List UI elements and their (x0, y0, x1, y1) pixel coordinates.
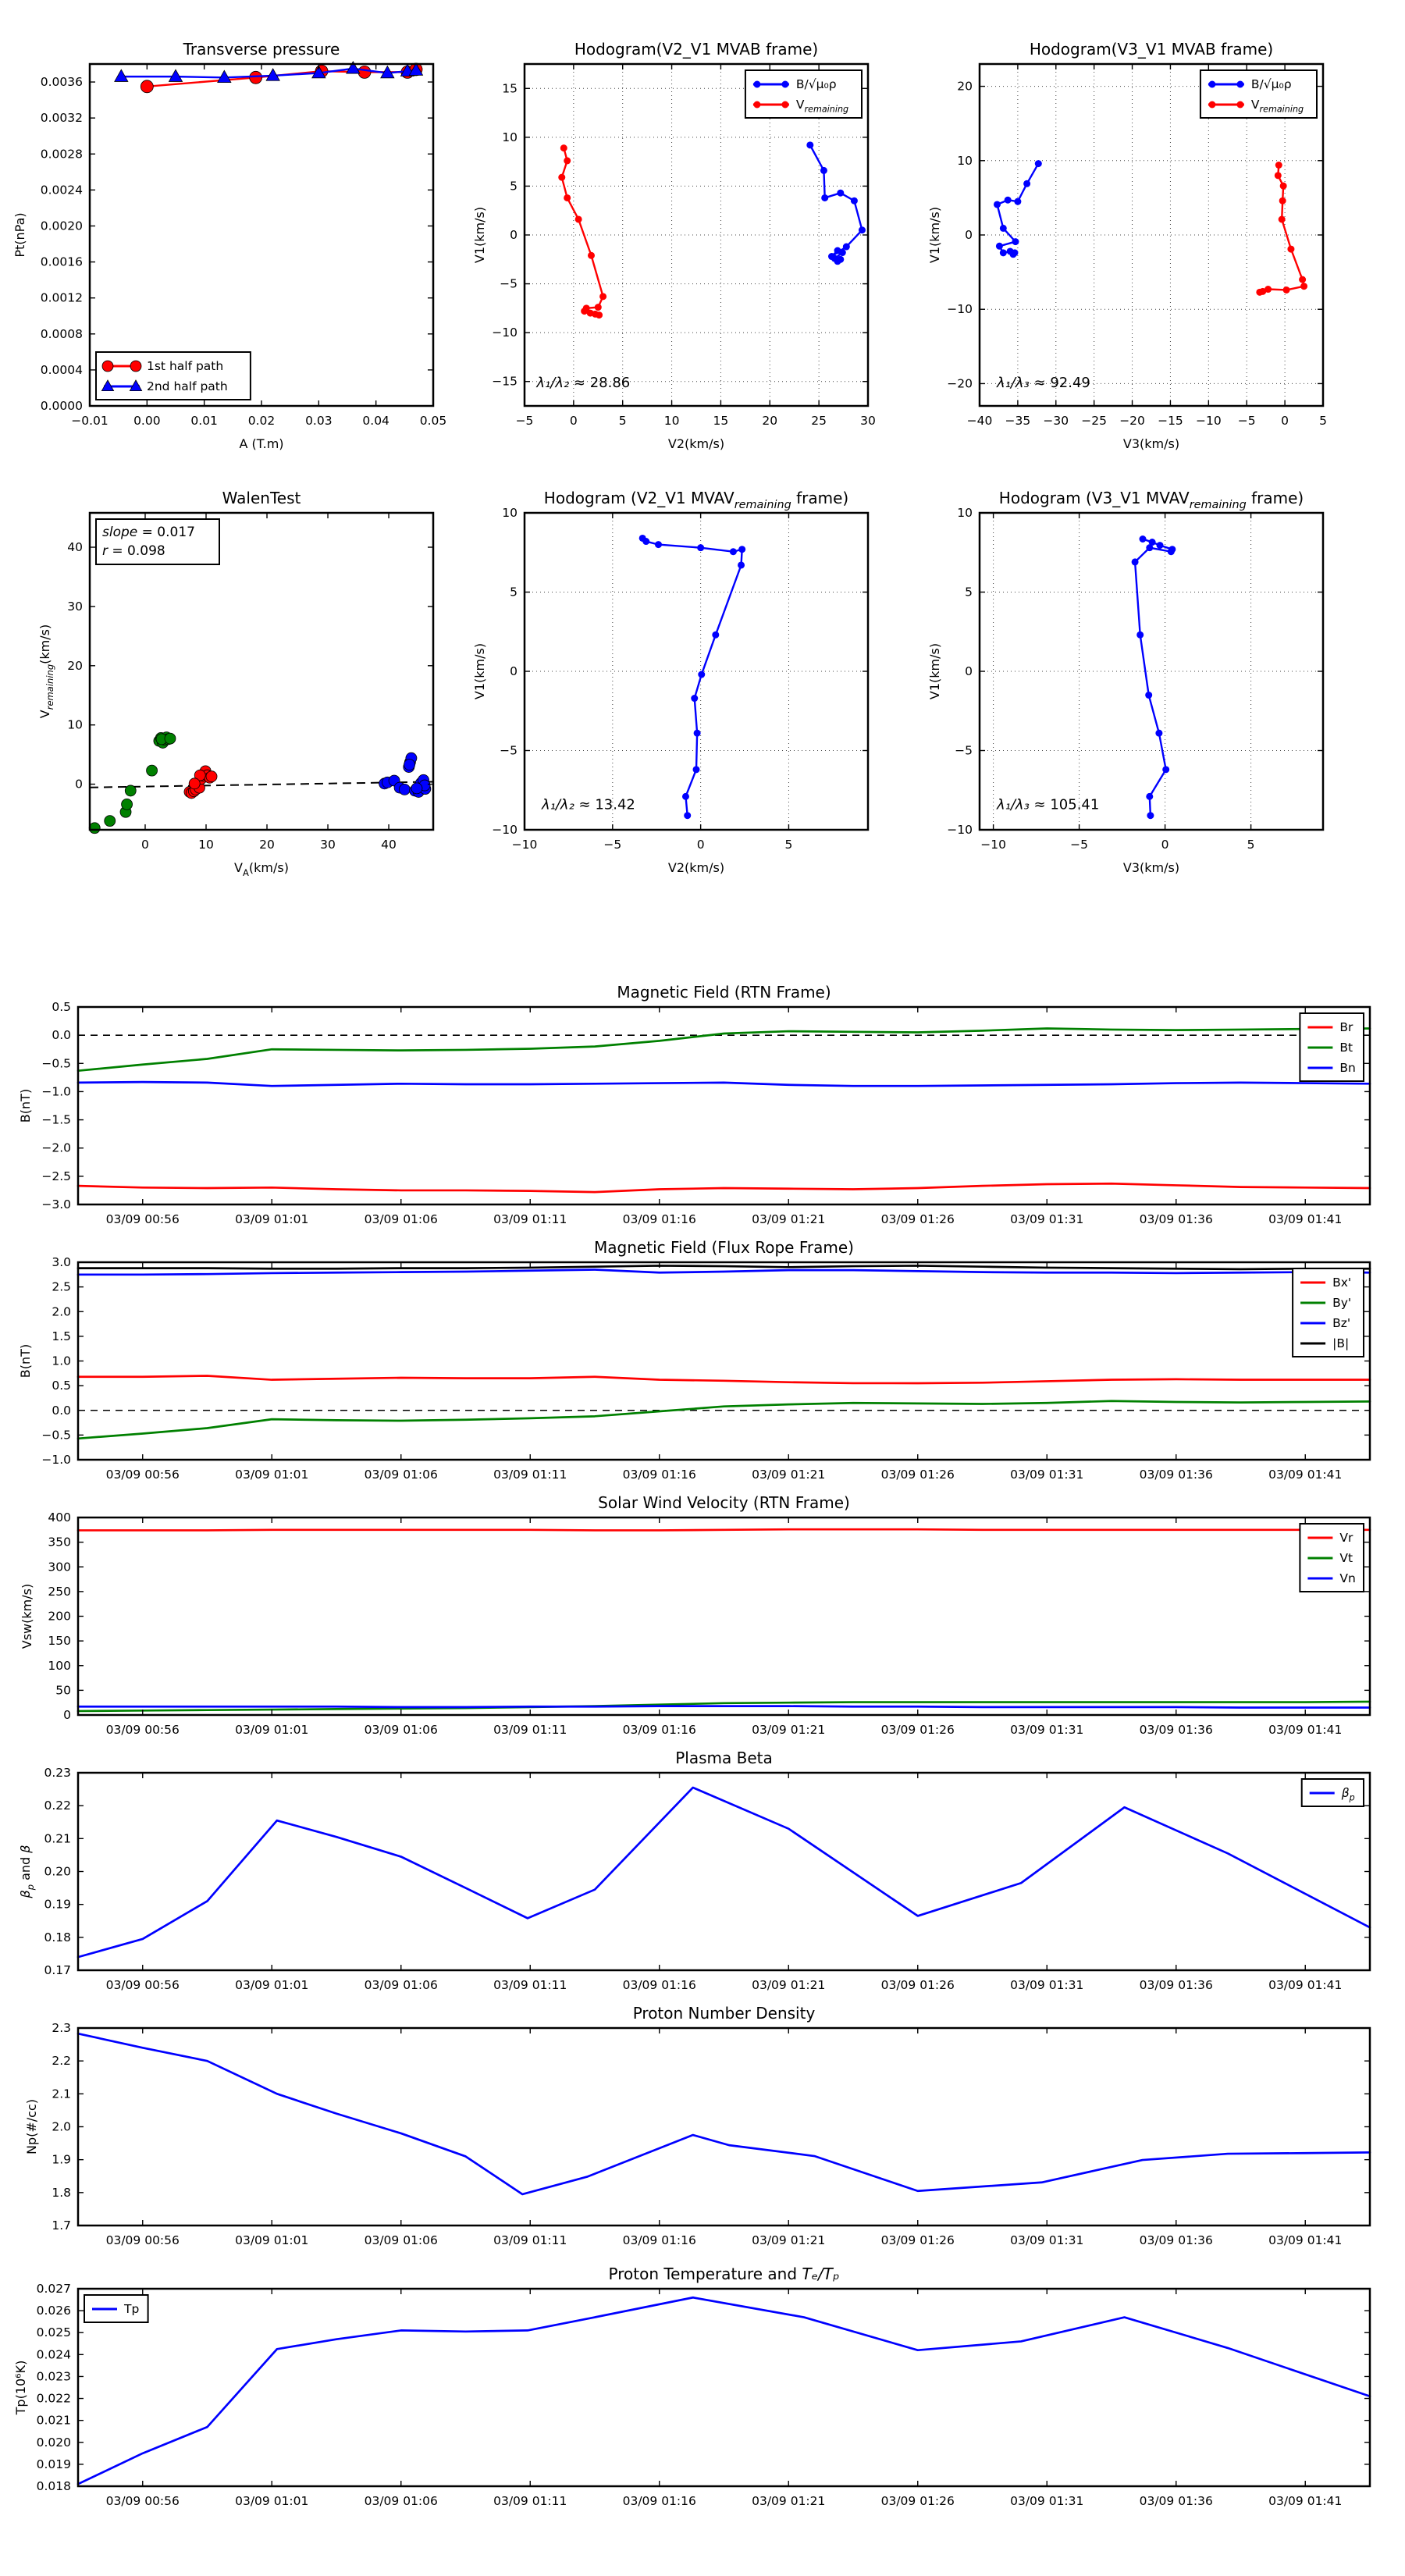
svg-text:03/09 01:36: 03/09 01:36 (1139, 1723, 1213, 1737)
svg-text:0.5: 0.5 (52, 1379, 71, 1393)
svg-text:03/09 01:36: 03/09 01:36 (1139, 2233, 1213, 2247)
chart-p2 (472, 40, 876, 451)
svg-text:03/09 01:06: 03/09 01:06 (364, 2233, 438, 2247)
svg-text:−20: −20 (1119, 414, 1145, 428)
svg-text:03/09 01:26: 03/09 01:26 (880, 1468, 955, 1482)
svg-text:03/09 01:41: 03/09 01:41 (1268, 2494, 1343, 2508)
svg-text:40: 40 (67, 540, 83, 555)
svg-text:03/09 01:06: 03/09 01:06 (364, 1978, 438, 1992)
svg-text:30: 30 (320, 838, 336, 852)
svg-text:0: 0 (696, 838, 705, 852)
svg-text:2.3: 2.3 (52, 2021, 71, 2035)
svg-text:−1.5: −1.5 (41, 1112, 71, 1127)
svg-text:Vn: Vn (1339, 1571, 1356, 1585)
svg-text:Plasma Beta: Plasma Beta (675, 1749, 773, 1767)
svg-text:15: 15 (713, 414, 729, 428)
svg-text:03/09 01:01: 03/09 01:01 (235, 2494, 309, 2508)
svg-text:−3.0: −3.0 (41, 1197, 71, 1212)
svg-text:−1.0: −1.0 (41, 1453, 71, 1467)
svg-text:Tp: Tp (124, 2302, 140, 2316)
svg-text:Vsw(km/s): Vsw(km/s) (20, 1583, 34, 1649)
svg-text:03/09 01:16: 03/09 01:16 (622, 2494, 696, 2508)
svg-text:03/09 01:41: 03/09 01:41 (1268, 1468, 1343, 1482)
svg-text:0: 0 (569, 414, 578, 428)
svg-text:0: 0 (965, 664, 973, 678)
chart-tp (13, 2265, 1370, 2508)
svg-text:2.0: 2.0 (52, 1304, 71, 1319)
svg-text:Vremaining: $V_{remaining}$ (1250, 98, 1304, 115)
svg-text:0.04: 0.04 (362, 414, 389, 428)
svg-text:0.20: 0.20 (44, 1864, 71, 1879)
svg-text:03/09 01:01: 03/09 01:01 (235, 1723, 309, 1737)
svg-text:−25: −25 (1081, 414, 1108, 428)
svg-text:03/09 01:16: 03/09 01:16 (622, 1723, 696, 1737)
svg-text:Hodogram(V2_V1 MVAB frame): Hodogram(V2_V1 MVAB frame) (574, 40, 819, 59)
svg-text:Proton Temperature and Tₑ/Tₚ: Proton Temperature and Tₑ/Tₚ (608, 2265, 840, 2283)
svg-text:03/09 01:36: 03/09 01:36 (1139, 1468, 1213, 1482)
svg-text:0.17: 0.17 (44, 1963, 71, 1977)
svg-text:0.021: 0.021 (36, 2413, 71, 2428)
svg-text:3.0: 3.0 (52, 1255, 71, 1269)
svg-text:By': By' (1332, 1296, 1352, 1310)
svg-text:0: 0 (1161, 838, 1169, 852)
svg-text:B(nT): B(nT) (18, 1343, 33, 1379)
svg-text:03/09 00:56: 03/09 00:56 (105, 2233, 180, 2247)
svg-text:03/09 01:11: 03/09 01:11 (493, 2494, 567, 2508)
svg-text:03/09 01:16: 03/09 01:16 (622, 1212, 696, 1226)
svg-text:−5: −5 (500, 276, 518, 291)
svg-text:−15: −15 (492, 374, 518, 389)
svg-text:0.025: 0.025 (36, 2325, 71, 2340)
svg-text:−0.01: −0.01 (71, 414, 108, 428)
svg-text:0.21: 0.21 (44, 1831, 71, 1846)
svg-text:10: 10 (663, 414, 680, 428)
svg-text:V3(km/s): V3(km/s) (1122, 860, 1180, 875)
svg-text:03/09 01:21: 03/09 01:21 (752, 1978, 826, 1992)
svg-text:Br: Br (1339, 1020, 1353, 1034)
svg-text:0.05: 0.05 (419, 414, 447, 428)
svg-text:1.8: 1.8 (52, 2185, 71, 2200)
svg-text:V1(km/s): V1(km/s) (927, 642, 942, 700)
svg-text:03/09 01:16: 03/09 01:16 (622, 1978, 696, 1992)
svg-text:0: 0 (965, 228, 973, 242)
svg-text:slope = 0.017: slope = 0.017 (102, 525, 195, 540)
svg-text:2.0: 2.0 (52, 2119, 71, 2134)
svg-text:Pt(nPa): Pt(nPa) (12, 212, 27, 258)
svg-text:20: 20 (67, 658, 83, 673)
svg-text:03/09 01:36: 03/09 01:36 (1139, 1978, 1213, 1992)
svg-text:A (T.m): A (T.m) (239, 436, 284, 451)
svg-text:0.0024: 0.0024 (40, 183, 83, 197)
svg-text:0: 0 (75, 777, 83, 792)
svg-text:0: 0 (63, 1708, 71, 1722)
svg-text:5: 5 (618, 414, 627, 428)
svg-text:Vr: Vr (1339, 1531, 1353, 1545)
svg-text:03/09 00:56: 03/09 00:56 (105, 1212, 180, 1226)
svg-text:0.0036: 0.0036 (40, 75, 83, 90)
svg-text:−5: −5 (1070, 838, 1089, 852)
svg-text:03/09 01:21: 03/09 01:21 (752, 2233, 826, 2247)
svg-text:400: 400 (48, 1510, 71, 1525)
svg-text:Hodogram (V2_V1 MVAVremaining: Hodogram (V2_V1 $MVAV_{remaining}$ frame) (543, 489, 849, 511)
svg-text:0.020: 0.020 (36, 2435, 71, 2450)
svg-text:−5: −5 (955, 743, 973, 758)
svg-text:0.22: 0.22 (44, 1799, 71, 1813)
svg-text:0.01: 0.01 (190, 414, 218, 428)
svg-text:2.5: 2.5 (52, 1279, 71, 1294)
chart-p3 (927, 40, 1327, 451)
svg-text:03/09 01:01: 03/09 01:01 (235, 1978, 309, 1992)
svg-text:03/09 01:01: 03/09 01:01 (235, 1212, 309, 1226)
svg-text:βp: $\beta_p$ (1341, 1786, 1355, 1803)
svg-text:03/09 01:26: 03/09 01:26 (880, 1212, 955, 1226)
svg-text:−5: −5 (500, 743, 518, 758)
svg-text:1.7: 1.7 (52, 2218, 71, 2233)
svg-text:Magnetic Field (RTN Frame): Magnetic Field (RTN Frame) (617, 983, 831, 1002)
svg-text:0.0012: 0.0012 (40, 290, 83, 305)
svg-text:Transverse pressure: Transverse pressure (183, 40, 340, 59)
svg-text:03/09 01:11: 03/09 01:11 (493, 1468, 567, 1482)
svg-text:03/09 01:21: 03/09 01:21 (752, 1723, 826, 1737)
svg-text:03/09 01:41: 03/09 01:41 (1268, 2233, 1343, 2247)
svg-text:0.022: 0.022 (36, 2391, 71, 2406)
svg-text:0: 0 (510, 664, 518, 678)
svg-text:50: 50 (55, 1683, 71, 1698)
svg-text:0.026: 0.026 (36, 2304, 71, 2318)
svg-text:10: 10 (957, 153, 973, 168)
svg-text:0.02: 0.02 (247, 414, 276, 428)
svg-text:Bt: Bt (1339, 1041, 1353, 1055)
svg-text:1.0: 1.0 (52, 1354, 71, 1368)
svg-text:Hodogram(V3_V1 MVAB frame): Hodogram(V3_V1 MVAB frame) (1029, 40, 1274, 59)
svg-text:−15: −15 (1158, 414, 1183, 428)
svg-text:03/09 01:31: 03/09 01:31 (1010, 1212, 1084, 1226)
svg-text:−2.0: −2.0 (41, 1140, 71, 1155)
svg-text:10: 10 (957, 506, 973, 520)
svg-text:−10: −10 (492, 823, 518, 837)
svg-text:0.023: 0.023 (36, 2369, 71, 2384)
svg-text:0.0020: 0.0020 (40, 219, 83, 233)
chart-rtn (18, 983, 1370, 1226)
svg-text:Bn: Bn (1339, 1061, 1356, 1075)
svg-text:0.23: 0.23 (44, 1766, 71, 1780)
svg-text:10: 10 (67, 717, 83, 732)
svg-text:−20: −20 (947, 376, 973, 391)
svg-text:03/09 01:11: 03/09 01:11 (493, 1723, 567, 1737)
svg-text:350: 350 (48, 1535, 71, 1550)
svg-text:0.00: 0.00 (133, 414, 161, 428)
svg-text:03/09 01:21: 03/09 01:21 (752, 1212, 826, 1226)
svg-text:0.18: 0.18 (44, 1930, 71, 1944)
svg-text:−5: −5 (1237, 414, 1256, 428)
svg-text:03/09 01:11: 03/09 01:11 (493, 1212, 567, 1226)
svg-text:0.0000: 0.0000 (40, 399, 83, 413)
svg-text:V2(km/s): V2(km/s) (667, 436, 725, 451)
svg-text:5: 5 (1247, 838, 1255, 852)
svg-text:03/09 01:36: 03/09 01:36 (1139, 2494, 1213, 2508)
svg-text:Magnetic Field (Flux Rope Fram: Magnetic Field (Flux Rope Frame) (594, 1238, 854, 1257)
svg-text:0.0032: 0.0032 (40, 111, 83, 126)
svg-text:Tp(10⁶K): Tp(10⁶K) (13, 2360, 28, 2415)
svg-text:B(nT): B(nT) (18, 1088, 33, 1123)
svg-text:0.018: 0.018 (36, 2479, 71, 2493)
svg-text:−35: −35 (1005, 414, 1031, 428)
svg-text:03/09 01:31: 03/09 01:31 (1010, 1978, 1084, 1992)
svg-text:2.2: 2.2 (52, 2054, 71, 2069)
svg-text:0.0028: 0.0028 (40, 147, 83, 162)
svg-text:03/09 01:11: 03/09 01:11 (493, 1978, 567, 1992)
svg-text:0.024: 0.024 (36, 2347, 71, 2362)
svg-text:03/09 00:56: 03/09 00:56 (105, 2494, 180, 2508)
chart-p6 (927, 489, 1323, 875)
svg-text:−5: −5 (603, 838, 622, 852)
svg-text:λ₁/λ₃ ≈ 105.41: λ₁/λ₃ ≈ 105.41 (997, 796, 1100, 813)
svg-text:Proton Number Density: Proton Number Density (632, 2004, 816, 2023)
svg-text:VA(km/s): $V_A(km/s)$ (234, 860, 289, 878)
svg-text:150: 150 (48, 1634, 71, 1649)
svg-text:200: 200 (48, 1609, 71, 1624)
svg-text:βp and β: $\beta_p$ and β (18, 1845, 36, 1898)
svg-text:2nd half path: 2nd half path (147, 379, 228, 393)
svg-text:40: 40 (381, 838, 397, 852)
svg-text:|B|: |B| (1332, 1336, 1350, 1350)
svg-text:2.1: 2.1 (52, 2087, 71, 2101)
svg-text:Np(#/cc): Np(#/cc) (24, 2099, 39, 2154)
svg-text:03/09 01:16: 03/09 01:16 (622, 2233, 696, 2247)
svg-text:03/09 01:11: 03/09 01:11 (493, 2233, 567, 2247)
svg-text:30: 30 (67, 599, 83, 614)
svg-text:Hodogram (V3_V1 MVAVremaining: Hodogram (V3_V1 $MVAV_{remaining}$ frame) (998, 489, 1304, 511)
svg-text:Solar Wind Velocity (RTN Frame: Solar Wind Velocity (RTN Frame) (598, 1493, 850, 1512)
svg-text:0.027: 0.027 (36, 2282, 71, 2296)
svg-text:03/09 01:41: 03/09 01:41 (1268, 1212, 1343, 1226)
chart-beta (18, 1749, 1370, 1992)
svg-text:5: 5 (965, 585, 973, 600)
svg-text:03/09 01:31: 03/09 01:31 (1010, 1468, 1084, 1482)
svg-text:03/09 01:31: 03/09 01:31 (1010, 2233, 1084, 2247)
svg-text:V1(km/s): V1(km/s) (927, 206, 942, 264)
svg-text:−0.5: −0.5 (41, 1428, 71, 1443)
svg-text:0.0008: 0.0008 (40, 326, 83, 341)
svg-text:V2(km/s): V2(km/s) (667, 860, 725, 875)
svg-text:20: 20 (957, 79, 973, 94)
svg-text:λ₁/λ₃ ≈ 92.49: λ₁/λ₃ ≈ 92.49 (997, 374, 1090, 391)
svg-text:250: 250 (48, 1584, 71, 1599)
svg-text:0.019: 0.019 (36, 2457, 71, 2471)
svg-text:03/09 01:36: 03/09 01:36 (1139, 1212, 1213, 1226)
svg-text:Bx': Bx' (1332, 1276, 1352, 1290)
svg-text:03/09 00:56: 03/09 00:56 (105, 1978, 180, 1992)
svg-text:03/09 01:21: 03/09 01:21 (752, 1468, 826, 1482)
svg-text:03/09 01:26: 03/09 01:26 (880, 1723, 955, 1737)
svg-text:20: 20 (762, 414, 778, 428)
chart-p5 (472, 489, 868, 875)
svg-text:100: 100 (48, 1658, 71, 1673)
svg-text:−10: −10 (980, 838, 1006, 852)
chart-np (24, 2004, 1370, 2247)
svg-text:03/09 01:41: 03/09 01:41 (1268, 1978, 1343, 1992)
chart-p1 (12, 40, 446, 451)
svg-text:03/09 01:31: 03/09 01:31 (1010, 2494, 1084, 2508)
svg-text:10: 10 (502, 130, 518, 144)
svg-text:0.0: 0.0 (52, 1403, 71, 1418)
svg-text:03/09 01:16: 03/09 01:16 (622, 1468, 696, 1482)
svg-text:λ₁/λ₂ ≈ 13.42: λ₁/λ₂ ≈ 13.42 (542, 796, 635, 813)
svg-text:−10: −10 (947, 823, 973, 837)
svg-text:−40: −40 (966, 414, 993, 428)
svg-text:03/09 00:56: 03/09 00:56 (105, 1723, 180, 1737)
svg-text:Vt: Vt (1339, 1551, 1353, 1565)
svg-text:0.03: 0.03 (305, 414, 333, 428)
svg-text:5: 5 (510, 585, 518, 600)
svg-text:0.19: 0.19 (44, 1897, 71, 1912)
svg-text:03/09 01:31: 03/09 01:31 (1010, 1723, 1084, 1737)
svg-text:0: 0 (141, 838, 149, 852)
svg-text:V1(km/s): V1(km/s) (472, 642, 487, 700)
svg-text:Vremaining: $V_{remaining}$ (795, 98, 849, 115)
svg-text:−10: −10 (947, 302, 973, 317)
svg-text:03/09 01:01: 03/09 01:01 (235, 2233, 309, 2247)
svg-text:5: 5 (510, 179, 518, 194)
svg-text:03/09 01:26: 03/09 01:26 (880, 2494, 955, 2508)
svg-text:0: 0 (510, 228, 518, 242)
svg-text:−30: −30 (1043, 414, 1069, 428)
svg-text:1.5: 1.5 (52, 1329, 71, 1343)
svg-text:Bz': Bz' (1332, 1316, 1351, 1330)
svg-text:−10: −10 (511, 838, 538, 852)
svg-text:−5: −5 (515, 414, 534, 428)
svg-text:5: 5 (1319, 414, 1327, 428)
svg-text:03/09 01:21: 03/09 01:21 (752, 2494, 826, 2508)
svg-text:WalenTest: WalenTest (222, 489, 301, 507)
svg-text:0.0004: 0.0004 (40, 362, 83, 377)
svg-text:03/09 01:26: 03/09 01:26 (880, 2233, 955, 2247)
svg-text:30: 30 (860, 414, 876, 428)
svg-text:r = 0.098: r = 0.098 (102, 543, 165, 559)
svg-text:03/09 01:26: 03/09 01:26 (880, 1978, 955, 1992)
svg-text:−0.5: −0.5 (41, 1056, 71, 1071)
svg-text:B/√μ₀ρ: B/√μ₀ρ (1250, 77, 1292, 91)
svg-text:10: 10 (502, 506, 518, 520)
svg-text:0: 0 (1281, 414, 1289, 428)
svg-text:03/09 01:06: 03/09 01:06 (364, 1212, 438, 1226)
svg-text:1.9: 1.9 (52, 2152, 71, 2167)
svg-text:20: 20 (259, 838, 275, 852)
svg-text:03/09 01:06: 03/09 01:06 (364, 2494, 438, 2508)
svg-text:−2.5: −2.5 (41, 1169, 71, 1183)
svg-text:03/09 01:06: 03/09 01:06 (364, 1468, 438, 1482)
chart-vel (20, 1493, 1370, 1737)
svg-text:λ₁/λ₂ ≈ 28.86: λ₁/λ₂ ≈ 28.86 (536, 374, 631, 391)
svg-text:10: 10 (198, 838, 214, 852)
svg-text:0.5: 0.5 (52, 1000, 71, 1014)
svg-text:V3(km/s): V3(km/s) (1122, 436, 1180, 451)
svg-text:03/09 01:41: 03/09 01:41 (1268, 1723, 1343, 1737)
svg-text:B/√μ₀ρ: B/√μ₀ρ (795, 77, 837, 91)
svg-text:15: 15 (502, 81, 518, 96)
svg-text:03/09 01:01: 03/09 01:01 (235, 1468, 309, 1482)
svg-text:03/09 00:56: 03/09 00:56 (105, 1468, 180, 1482)
svg-text:0.0: 0.0 (52, 1028, 71, 1043)
svg-text:−10: −10 (492, 326, 518, 340)
chart-p4 (37, 489, 433, 878)
svg-text:−1.0: −1.0 (41, 1084, 71, 1099)
svg-text:V1(km/s): V1(km/s) (472, 206, 487, 264)
chart-flux (18, 1238, 1370, 1482)
svg-text:300: 300 (48, 1560, 71, 1574)
svg-text:−10: −10 (1195, 414, 1222, 428)
svg-text:Vremaining(km/s): $V_{remaining}(km/s)$ (37, 624, 55, 719)
svg-text:25: 25 (811, 414, 827, 428)
svg-text:1st half path: 1st half path (147, 359, 224, 373)
svg-text:0.0016: 0.0016 (40, 254, 83, 269)
svg-text:5: 5 (784, 838, 793, 852)
svg-text:03/09 01:06: 03/09 01:06 (364, 1723, 438, 1737)
